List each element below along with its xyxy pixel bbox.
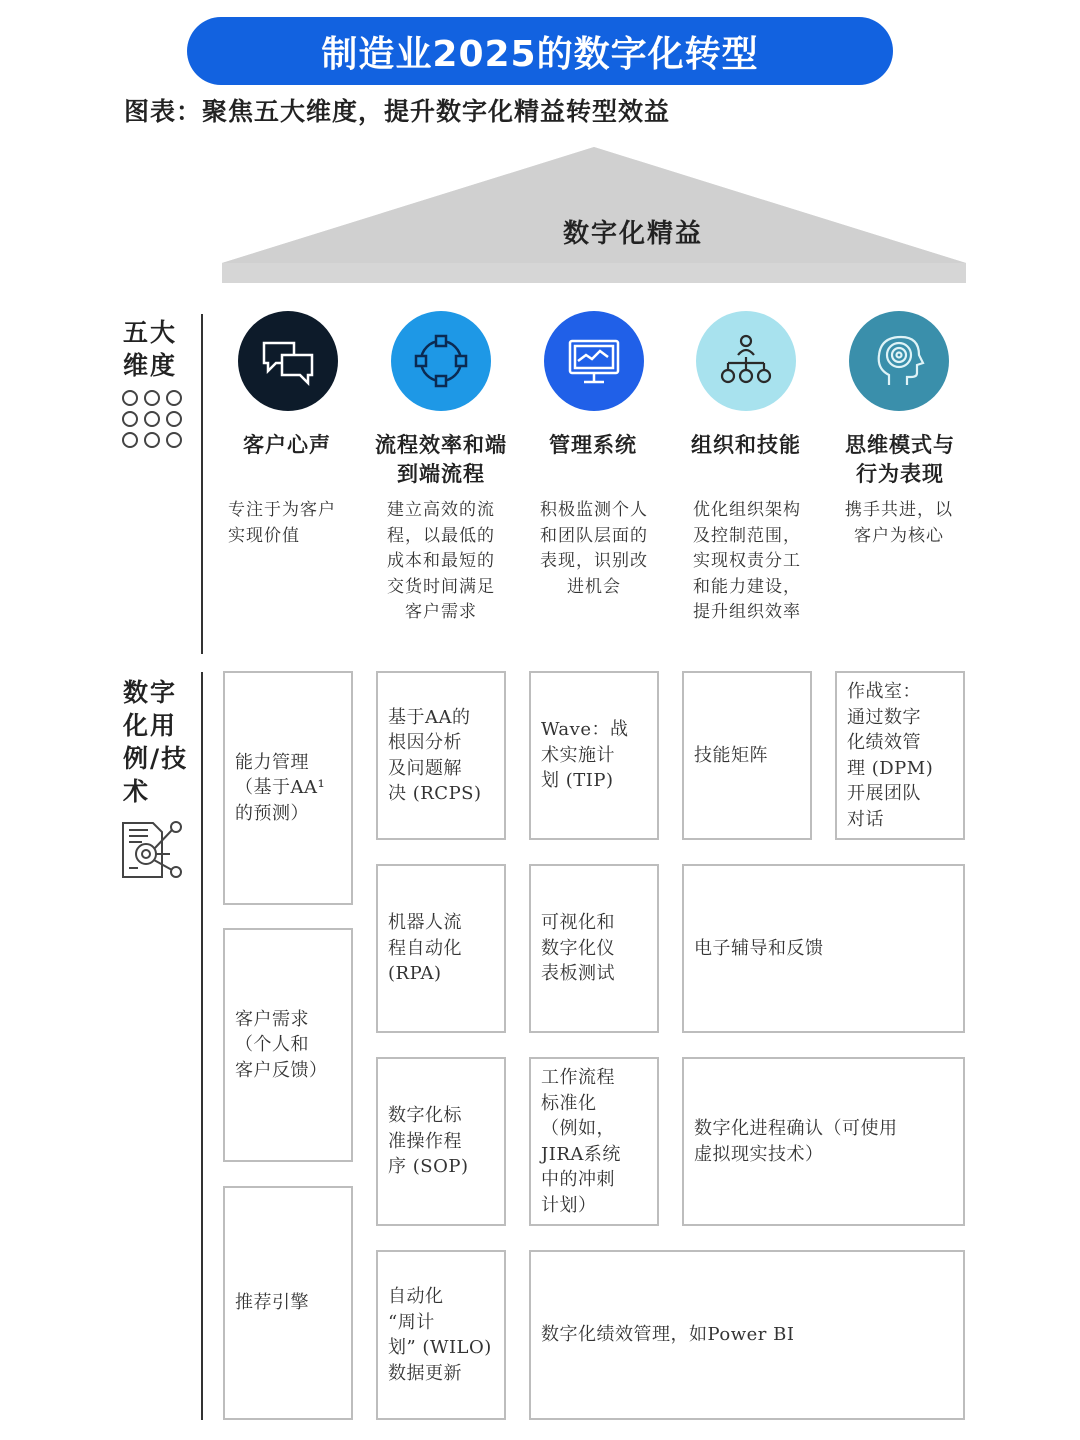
- monitor-chart-icon: [544, 311, 644, 411]
- usecase-box: 工作流程 标准化 （例如， JIRA系统 中的冲刺 计划）: [529, 1057, 659, 1226]
- usecase-box: 基于AA的 根因分析 及问题解 决 (RCPS): [376, 671, 506, 840]
- usecase-box: 技能矩阵: [682, 671, 812, 840]
- usecase-box: Wave：战 术实施计 划 (TIP): [529, 671, 659, 840]
- usecase-box: 可视化和 数字化仪 表板测试: [529, 864, 659, 1033]
- usecase-box-wide: 数字化进程确认（可使用 虚拟现实技术）: [682, 1057, 965, 1226]
- dimensions-section-title: 五大 维度: [123, 318, 178, 380]
- figure-subtitle: 图表：聚焦五大维度，提升数字化精益转型效益: [124, 97, 671, 126]
- document-network-icon: [120, 820, 184, 880]
- usecase-box-wide: 数字化绩效管理，如Power BI: [529, 1250, 965, 1420]
- dimension-title-management: 管理系统: [549, 432, 637, 457]
- usecase-box-wide: 电子辅导和反馈: [682, 864, 965, 1033]
- dimension-desc-management: 积极监测个人和团队层面的表现，识别改进机会: [540, 500, 648, 597]
- usecase-box: 推荐引擎: [223, 1186, 353, 1420]
- dimension-desc-customer: 专注于为客户实现价值: [228, 500, 336, 546]
- dots-grid-icon: [120, 388, 184, 450]
- divider-line-bottom: [201, 672, 203, 1420]
- usecases-section-title: 数字 化用 例/技 术: [123, 678, 189, 806]
- usecase-box: 能力管理 （基于AA¹ 的预测）: [223, 671, 353, 905]
- roof-label: 数字化精益: [562, 219, 703, 249]
- org-chart-icon: [696, 311, 796, 411]
- dimension-desc-organization: 优化组织架构及控制范围，实现权责分工和能力建设，提升组织效率: [693, 500, 801, 622]
- divider-line-top: [201, 314, 203, 654]
- usecase-box: 数字化标 准操作程 序 (SOP): [376, 1057, 506, 1226]
- title-banner: 制造业2025的数字化转型: [187, 17, 893, 85]
- process-cycle-icon: [391, 311, 491, 411]
- dimension-title-customer: 客户心声: [243, 432, 331, 457]
- dimension-desc-process: 建立高效的流程，以最低的成本和最短的交货时间满足客户需求: [387, 500, 495, 622]
- chat-bubbles-icon: [238, 311, 338, 411]
- usecase-box: 自动化 “周计 划” (WILO) 数据更新: [376, 1250, 506, 1420]
- usecase-box: 客户需求 （个人和 客户反馈）: [223, 928, 353, 1162]
- dimension-title-organization: 组织和技能: [691, 432, 801, 457]
- dimension-title-process: 流程效率和端到端流程: [375, 432, 507, 486]
- dimension-desc-mindset: 携手共进，以客户为核心: [845, 500, 953, 546]
- usecase-box: 机器人流 程自动化 (RPA): [376, 864, 506, 1033]
- usecase-box: 作战室： 通过数字 化绩效管 理 (DPM) 开展团队 对话: [835, 671, 965, 840]
- head-mind-icon: [849, 311, 949, 411]
- dimension-title-mindset: 思维模式与行为表现: [845, 432, 955, 486]
